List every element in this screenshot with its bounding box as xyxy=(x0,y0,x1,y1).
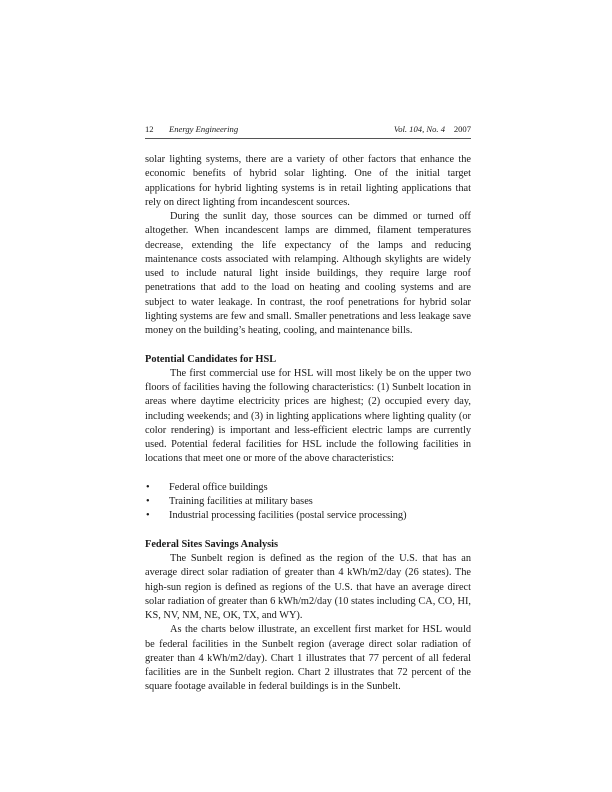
article-body xyxy=(145,153,471,695)
bullet-list xyxy=(145,481,471,524)
list-item xyxy=(145,509,471,523)
list-item xyxy=(145,495,471,509)
paragraph: The Sunbelt region is defined as the region of the U.S. that has an average direct solar radiation of greater than 4 kWh/m2/day (26 states). The high-sun region is defined as regions of the U.S. that have an average direct solar radiation of greater than 6 kWh/m2/day (10 states including CA, CO, HI, KS, NV, NM, NE, OK, TX, and WY). xyxy=(145,553,471,621)
paragraph: solar lighting systems, there are a variety of other factors that enhance the economic benefits of hybrid solar lighting. One of the initial target applications for hybrid lighting systems is in retail lighting applications that rely on direct lighting from incandescent sources. xyxy=(145,154,471,208)
bullet-icon: • xyxy=(146,510,150,522)
journal-title: Energy Engineering xyxy=(169,124,239,134)
bullet-icon: • xyxy=(146,481,150,493)
bullet-icon: • xyxy=(146,496,150,507)
list-item xyxy=(145,481,471,495)
publication-year: 2007 xyxy=(453,124,471,134)
running-header xyxy=(145,124,471,139)
section-heading: Potential Candidates for HSL xyxy=(145,353,277,365)
list-item-text: Federal office buildings xyxy=(169,481,268,493)
paragraph: During the sunlit day, those sources can be dimmed or turned off altogether. When incandescent lamps are dimmed, filament temperatures decrease, extending the life expectancy of the lamps and reducing maintenance costs associated with relamping. Although skylights are widely used to include natural light inside buildings, they require large roof penetrations that add to the load on heating and cooling systems and are subject to water leakage. In contrast, the roof penetrations for hybrid solar lighting systems are few and small. Smaller penetrations and less leakage save money on the building’s heating, cooling, and maintenance bills. xyxy=(145,211,471,336)
section-heading: Federal Sites Savings Analysis xyxy=(145,538,279,550)
list-item-text: Industrial processing facilities (postal service processing) xyxy=(169,510,407,522)
page-number: 12 xyxy=(145,124,154,134)
paragraph: The first commercial use for HSL will most likely be on the upper two floors of facilities having the following characteristics: (1) Sunbelt location in areas where daytime electricity prices are highest; (2) occupied every day, including weekends; and (3) in lighting applications where lighting quality (or color rendering) is important and less-efficient electric lamps are currently used. Potential federal facilities for HSL include the following facilities in locations that meet one or more of the above characteristics: xyxy=(145,367,471,465)
volume-issue: Vol. 104, No. 4 xyxy=(393,124,445,134)
list-item-text: Training facilities at military bases xyxy=(169,496,313,507)
paragraph: As the charts below illustrate, an excellent first market for HSL would be federal facilities in the Sunbelt region (average direct solar radiation of greater than 4 kWh/m2/day). Chart 1 illustrates that 77 percent of all federal facilities are in the Sunbelt region. Chart 2 illustrates that 72 percent of the square footage available in federal buildings is in the Sunbelt. xyxy=(145,624,471,693)
